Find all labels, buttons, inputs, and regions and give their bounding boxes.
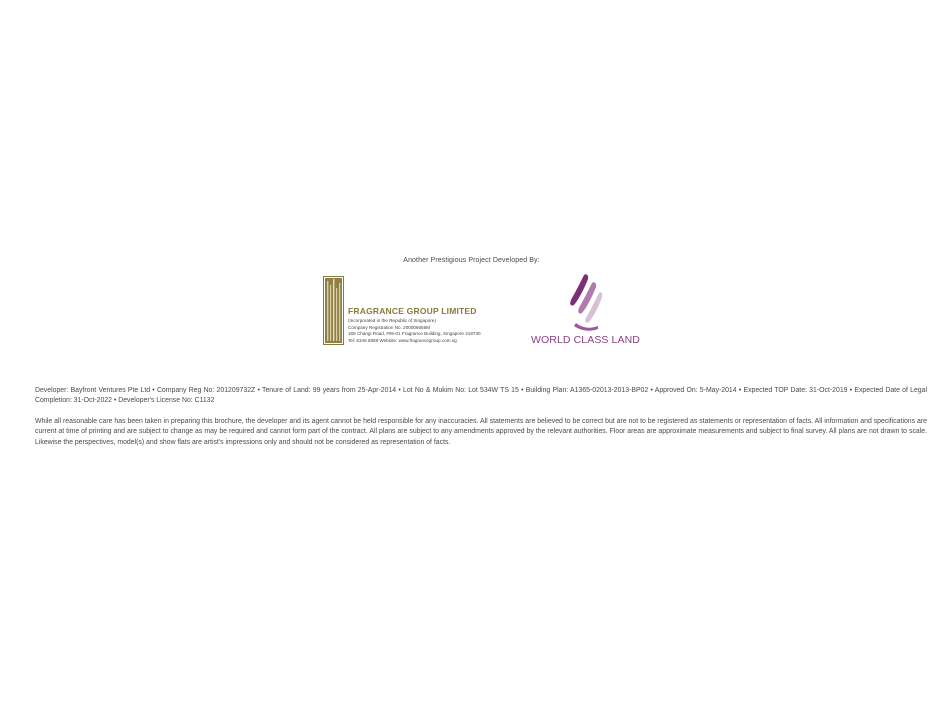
fragrance-emblem-icon [323,276,344,345]
fragrance-detail-line: Tel: 6346 6888 Website: www.fragrancegroup.com.sg [348,338,457,344]
fragrance-detail-line: Company Registration No. 200006656M [348,324,430,330]
fragrance-detail-line: 168 Changi Road, #05-01 Fragrance Building, Singapore 419730 [348,331,481,337]
fragrance-group-logo [323,276,523,346]
fragrance-company-details [348,318,481,345]
world-class-land-logo [528,273,643,348]
world-class-land-name: WORLD CLASS LAND [531,334,640,346]
developer-tagline: Another Prestigious Project Developed By: [403,257,540,264]
fragrance-detail-line: (Incorporated in the Republic of Singapore) [348,318,436,323]
developer-information: Developer: Bayfront Ventures Pte Ltd • Company Reg No: 201209732Z • Tenure of Land: 99 years from 25-Apr-2014 • Lot No & Mukim No: Lot 534W TS 15 • Building Plan: A1365-02013-2013-BP02 • Approved On: 5-May-2014 • Expected TOP Date: 31-Oct-2019 • Expected Date of Legal Completion: 31-Oct-2022 • Developer's License No: C1132 [35,387,927,405]
fragrance-company-name: FRAGRANCE GROUP LIMITED [348,306,477,316]
disclaimer-text: While all reasonable care has been taken in preparing this brochure, the developer and its agent cannot be held responsible for any inaccuracies. All statements are believed to be correct but are not to be registered as statements or representation of facts. All information and specifications are current at time of printing and are subject to change as may be required and cannot form part of the contract. All plans are subject to any amendments approved by the relevant authorities. Floor areas are approximate measurements and subject to final survey. All plans are not drawn to scale. Likewise the perspectives, model(s) and show flats are artist's impressions only and should not be considered as representation of facts. [35,418,927,446]
world-class-land-emblem-icon [554,273,604,333]
